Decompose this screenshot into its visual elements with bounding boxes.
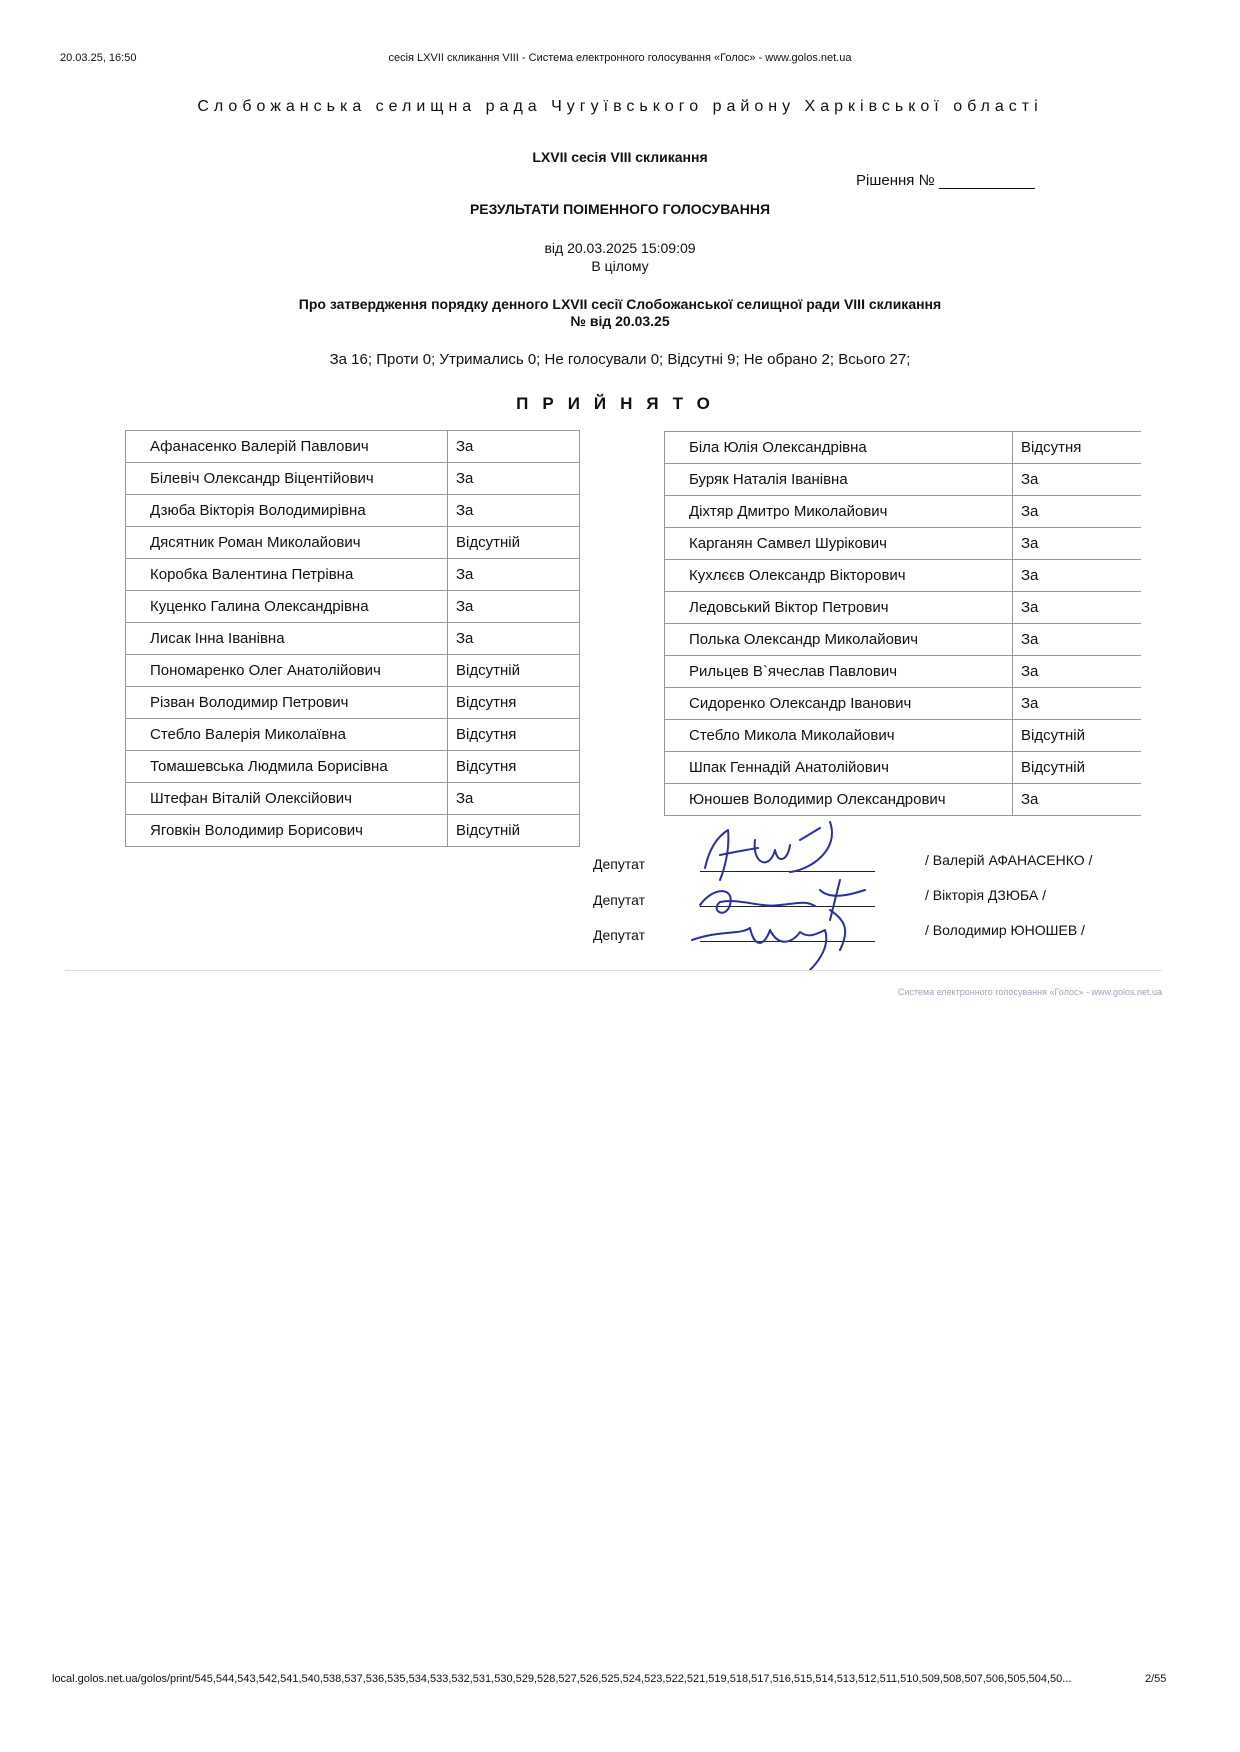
signature-name: / Володимир ЮНОШЕВ / [925,922,1085,938]
signature-label: Депутат [593,892,645,908]
deputy-name: Буряк Наталія Іванівна [665,464,1013,496]
vote-scope: В цілому [591,258,649,274]
decision-status: ПРИЙНЯТО [516,394,724,413]
signature-label: Депутат [593,927,645,943]
vote-value: Відсутній [448,527,580,559]
signature-name: / Вікторія ДЗЮБА / [925,887,1046,903]
signature-label: Депутат [593,856,645,872]
deputy-name: Стебло Валерія Миколаївна [126,719,448,751]
footer-divider [65,970,1162,971]
votes-table-left [125,430,580,847]
vote-row [665,464,1142,496]
deputy-name: Коробка Валентина Петрівна [126,559,448,591]
vote-row [665,496,1142,528]
vote-row [126,463,580,495]
vote-row [126,527,580,559]
vote-row [126,559,580,591]
vote-row [665,656,1142,688]
vote-row [126,687,580,719]
vote-value: Відсутній [448,655,580,687]
vote-row [665,688,1142,720]
vote-value: За [1013,464,1142,496]
signature-stroke [705,822,832,880]
decision-blank-line [939,174,1035,189]
vote-value: За [448,495,580,527]
vote-value: За [1013,560,1142,592]
deputy-name: Куценко Галина Олександрівна [126,591,448,623]
page-number: 2/55 [1145,1673,1167,1685]
vote-row [665,752,1142,784]
vote-value: Відсутня [448,687,580,719]
deputy-name: Різван Володимир Петрович [126,687,448,719]
vote-value: За [1013,656,1142,688]
deputy-name: Карганян Самвел Шурікович [665,528,1013,560]
vote-row [126,431,580,463]
vote-row [126,783,580,815]
browser-page-title: сесія LXVII скликання VIII - Система електронного голосування «Голос» - www.golos.net.ua [388,52,852,64]
signature-name: / Валерій АФАНАСЕНКО / [925,852,1093,868]
vote-value: Відсутній [1013,752,1142,784]
vote-value: За [448,591,580,623]
vote-row [665,560,1142,592]
signature-stroke [700,880,865,920]
vote-value: За [1013,592,1142,624]
agenda-number: № від 20.03.25 [570,313,670,329]
deputy-name: Шпак Геннадій Анатолійович [665,752,1013,784]
deputy-name: Білевіч Олександр Віцентійович [126,463,448,495]
deputy-name: Дяcятник Роман Миколайович [126,527,448,559]
deputy-name: Полька Олександр Миколайович [665,624,1013,656]
vote-row [126,719,580,751]
signature-stroke [692,910,845,970]
vote-row [126,623,580,655]
organization-name: Слобожанська селищна рада Чугуївського району Харківської області [197,98,1043,115]
print-url: local.golos.net.ua/golos/print/545,544,543,542,541,540,538,537,536,535,534,533,532,531,530,529,528,527,526,525,524,523,522,521,519,518,517,516,515,514,513,512,511,510,509,508,507,506,505,504,50... [52,1673,1072,1685]
vote-value: За [1013,528,1142,560]
votes-table-right [664,431,1141,816]
vote-value: Відсутній [1013,720,1142,752]
vote-value: За [1013,624,1142,656]
decision-label: Рішення № [856,172,935,189]
vote-date: від 20.03.2025 15:09:09 [544,240,696,256]
deputy-name: Яговкін Володимир Борисович [126,815,448,847]
deputy-name: Афанасенко Валерій Павлович [126,431,448,463]
vote-row [126,655,580,687]
vote-row [126,591,580,623]
vote-value: Відсутня [448,719,580,751]
vote-value: За [448,623,580,655]
results-title: РЕЗУЛЬТАТИ ПОІМЕННОГО ГОЛОСУВАННЯ [469,201,771,217]
deputy-name: Томашевська Людмила Борисівна [126,751,448,783]
vote-value: Відсутня [1013,432,1142,464]
vote-value: За [448,431,580,463]
deputy-name: Стебло Микола Миколайович [665,720,1013,752]
deputy-name: Діхтяр Дмитро Миколайович [665,496,1013,528]
deputy-name: Штефан Віталій Олексійович [126,783,448,815]
session-title: LXVII сесія VIII скликання [532,149,708,165]
deputy-name: Біла Юлія Олександрівна [665,432,1013,464]
vote-row [665,528,1142,560]
vote-row [665,720,1142,752]
agenda-title: Про затвердження порядку денного LXVII сесії Слобожанської селищної ради VIII скликання [298,296,942,312]
vote-row [665,592,1142,624]
decision-number [856,172,1035,189]
vote-value: За [448,783,580,815]
vote-row [665,624,1142,656]
vote-value: За [1013,784,1142,816]
deputy-name: Дзюба Вікторія Володимирівна [126,495,448,527]
deputy-name: Пономаренко Олег Анатолійович [126,655,448,687]
deputy-name: Кухлєєв Олександр Вікторович [665,560,1013,592]
vote-row [126,495,580,527]
deputy-name: Лисак Інна Іванівна [126,623,448,655]
vote-value: За [448,559,580,591]
print-timestamp: 20.03.25, 16:50 [60,52,137,64]
vote-value: За [448,463,580,495]
vote-row [665,432,1142,464]
deputy-name: Юношев Володимир Олександрович [665,784,1013,816]
deputy-name: Сидоренко Олександр Іванович [665,688,1013,720]
vote-summary: За 16; Проти 0; Утримались 0; Не голосували 0; Відсутні 9; Не обрано 2; Всього 27; [329,351,911,368]
vote-value: Відсутній [448,815,580,847]
vote-row [126,815,580,847]
vote-value: Відсутня [448,751,580,783]
vote-value: За [1013,496,1142,528]
vote-value: За [1013,688,1142,720]
vote-row [126,751,580,783]
deputy-name: Ледовський Віктор Петрович [665,592,1013,624]
footer-system-name: Система електронного голосування «Голос» - www.golos.net.ua [897,987,1162,997]
deputy-name: Рильцев В`ячеслав Павлович [665,656,1013,688]
handwritten-signatures [680,810,910,980]
